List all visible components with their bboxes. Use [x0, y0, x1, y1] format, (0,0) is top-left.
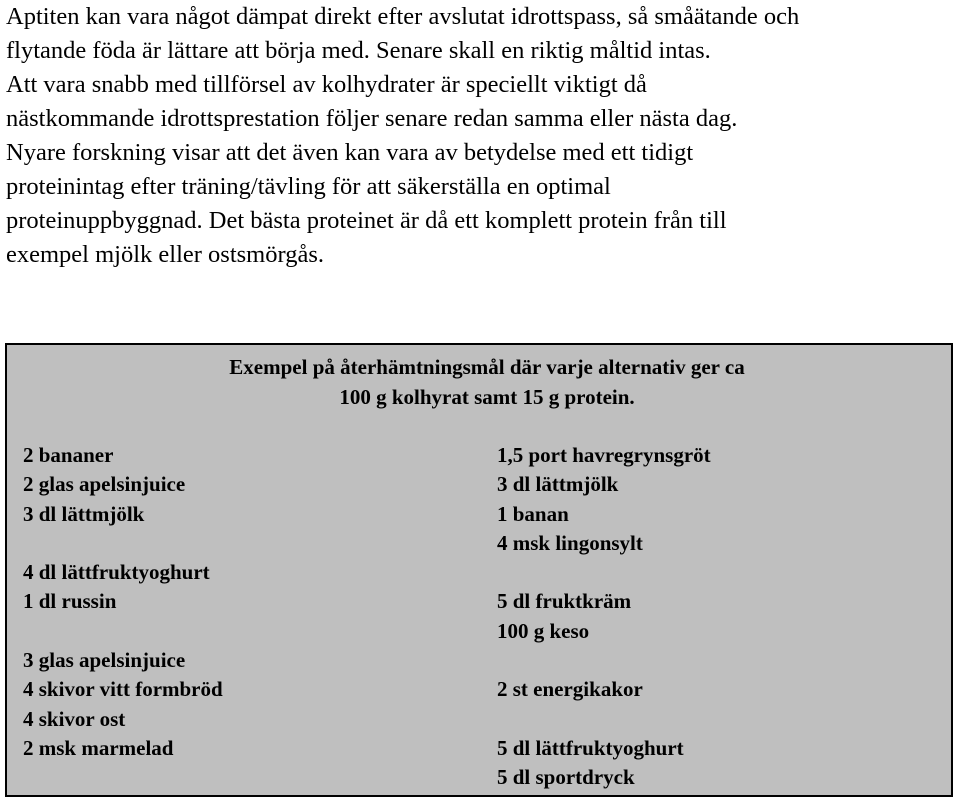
- list-spacer: [497, 705, 711, 734]
- list-item: 2 bananer: [23, 443, 114, 467]
- list-spacer: [23, 529, 223, 558]
- list-item: 3 dl lättmjölk: [497, 472, 619, 497]
- list-item: 5 dl fruktkräm: [497, 589, 632, 614]
- list-item: 100 g keso: [497, 618, 590, 643]
- paragraph-line: exempel mjölk eller ostsmörgås.: [6, 241, 324, 268]
- list-item: 1 dl russin: [23, 589, 117, 614]
- list-item: 3 glas apelsinjuice: [23, 648, 186, 673]
- recovery-examples-box: [5, 343, 953, 797]
- paragraph-line: Aptiten kan vara något dämpat direkt efter avslutat idrottspass, så småätande och: [6, 3, 800, 30]
- left-column: [23, 441, 223, 763]
- paragraph-line: Nyare forskning visar att det även kan vara av betydelse med ett tidigt: [6, 139, 694, 166]
- list-item: 2 msk marmelad: [23, 735, 174, 760]
- list-item: 5 dl lättfruktyoghurt: [497, 735, 684, 760]
- intro-paragraph: [6, 0, 960, 272]
- list-item: 4 skivor ost: [23, 706, 126, 731]
- list-spacer: [497, 558, 711, 587]
- list-item: 4 skivor vitt formbröd: [23, 677, 223, 702]
- right-column: [497, 441, 711, 793]
- paragraph-line: nästkommande idrottsprestation följer senare redan samma eller nästa dag.: [6, 105, 738, 132]
- list-spacer: [497, 646, 711, 675]
- list-item: 5 dl sportdryck: [497, 765, 635, 790]
- list-spacer: [23, 617, 223, 646]
- box-title-line: 100 g kolhyrat samt 15 g protein.: [339, 384, 635, 409]
- list-item: 3 dl lättmjölk: [23, 501, 145, 526]
- list-item: 4 msk lingonsylt: [497, 530, 643, 555]
- list-item: 1 banan: [497, 501, 569, 526]
- list-item: 4 dl lättfruktyoghurt: [23, 560, 210, 585]
- list-item: 1,5 port havregrynsgröt: [497, 443, 711, 467]
- list-item: 2 st energikakor: [497, 677, 643, 702]
- box-title: [7, 353, 960, 412]
- box-title-line: Exempel på återhämtningsmål där varje alternativ ger ca: [229, 355, 745, 379]
- paragraph-line: Att vara snabb med tillförsel av kolhydrater är speciellt viktigt då: [6, 71, 647, 98]
- paragraph-line: flytande föda är lättare att börja med. Senare skall en riktig måltid intas.: [6, 37, 711, 64]
- list-item: 2 glas apelsinjuice: [23, 472, 186, 497]
- paragraph-line: proteinuppbyggnad. Det bästa proteinet är då ett komplett protein från till: [6, 207, 727, 234]
- paragraph-line: proteinintag efter träning/tävling för att säkerställa en optimal: [6, 173, 611, 200]
